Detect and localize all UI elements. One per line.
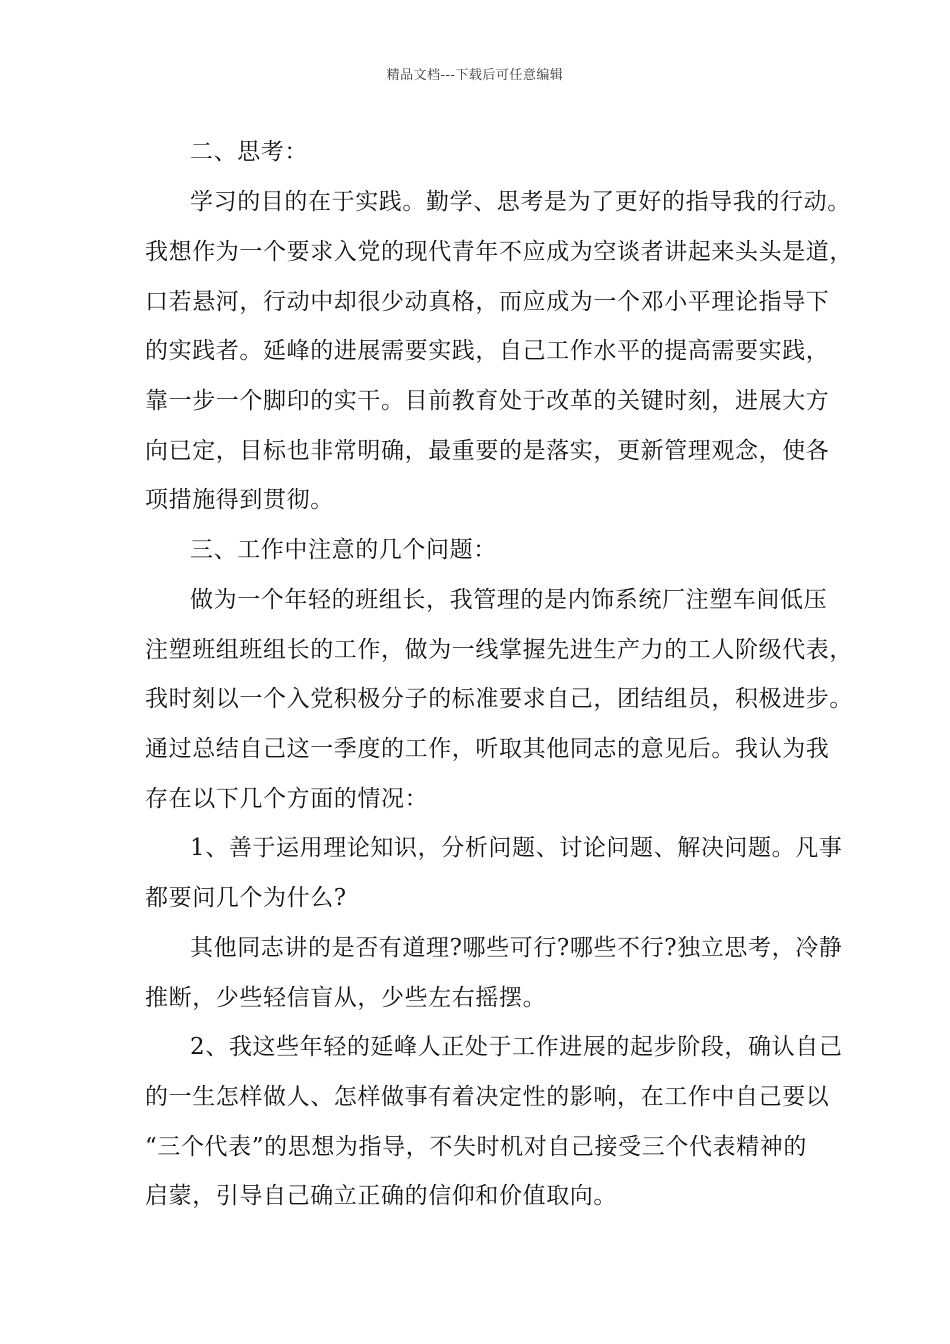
- section-heading-thinking: 二、思考：: [190, 139, 308, 165]
- paragraph-line: 向已定，目标也非常明确，最重要的是落实，更新管理观念，使各: [145, 438, 830, 464]
- paragraph-line: 都要问几个为什么?: [145, 885, 347, 911]
- paragraph-line: 我时刻以一个入党积极分子的标准要求自己，团结组员，积极进步。: [145, 686, 853, 712]
- paragraph-line: 口若悬河，行动中却很少动真格，而应成为一个邓小平理论指导下: [145, 289, 830, 315]
- list-item-2: 2、我这些年轻的延峰人正处于工作进展的起步阶段，确认自己: [190, 1034, 843, 1060]
- paragraph-line: 启蒙，引导自己确立正确的信仰和价值取向。: [145, 1183, 617, 1209]
- paragraph-line: 我想作为一个要求入党的现代青年不应成为空谈者讲起来头头是道，: [145, 239, 853, 265]
- paragraph-line: 通过总结自己这一季度的工作，听取其他同志的意见后。我认为我: [145, 736, 830, 762]
- section-heading-issues: 三、工作中注意的几个问题：: [190, 537, 497, 563]
- paragraph-line: 存在以下几个方面的情况：: [145, 786, 429, 812]
- paragraph-line: “三个代表”的思想为指导，不失时机对自己接受三个代表精神的: [145, 1134, 807, 1160]
- paragraph-line: 的实践者。延峰的进展需要实践，自己工作水平的提高需要实践，: [145, 338, 830, 364]
- paragraph-line: 靠一步一个脚印的实干。目前教育处于改革的关键时刻，进展大方: [145, 388, 830, 414]
- paragraph-line: 其他同志讲的是否有道理?哪些可行?哪些不行?独立思考，冷静: [190, 935, 843, 961]
- paragraph-line: 学习的目的在于实践。勤学、思考是为了更好的指导我的行动。: [190, 189, 851, 215]
- page-header: 精品文档---下载后可任意编辑: [386, 68, 564, 83]
- paragraph-line: 项措施得到贯彻。: [145, 487, 334, 513]
- list-item-1: 1、善于运用理论知识，分析问题、讨论问题、解决问题。凡事: [190, 835, 843, 861]
- paragraph-line: 的一生怎样做人、怎样做事有着决定性的影响，在工作中自己要以: [145, 1084, 830, 1110]
- paragraph-line: 做为一个年轻的班组长，我管理的是内饰系统厂注塑车间低压: [190, 587, 828, 613]
- paragraph-line: 推断，少些轻信盲从，少些左右摇摆。: [145, 985, 547, 1011]
- paragraph-line: 注塑班组班组长的工作，做为一线掌握先进生产力的工人阶级代表，: [145, 637, 853, 663]
